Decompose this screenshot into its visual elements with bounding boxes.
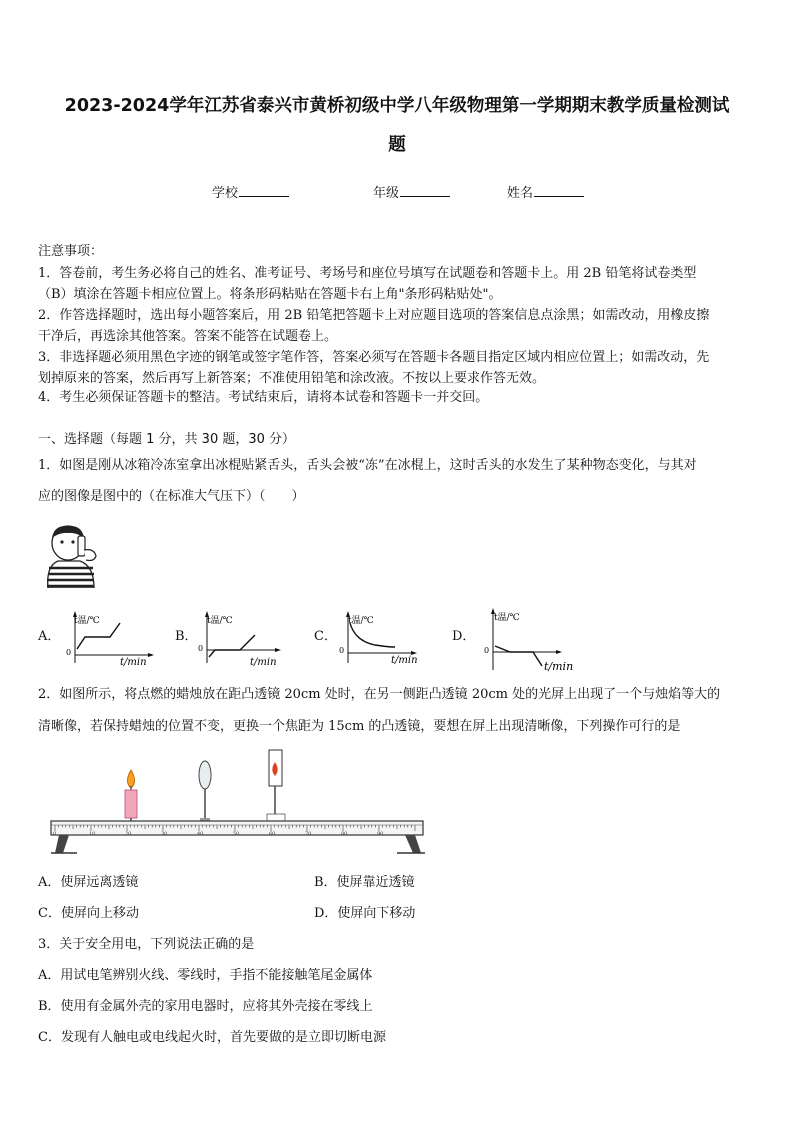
school-field[interactable] [212, 182, 289, 201]
q1-option-c-graph[interactable] [333, 605, 433, 670]
q2-option-d[interactable]: D．使屏向下移动 [314, 906, 416, 921]
notice-heading: 注意事项： [38, 244, 104, 259]
notice-line: 划掉原来的答案，然后再写上新答案；不准使用铅笔和涂改液。不按以上要求作答无效。 [38, 371, 546, 386]
grade-field[interactable] [373, 182, 450, 201]
page-title-line1: 2023-2024学年江苏省泰兴市黄桥初级中学八年级物理第一学期期末教学质量检测试 [64, 96, 730, 116]
grade-label: 年级 [373, 186, 400, 201]
name-label: 姓名 [507, 186, 534, 201]
axis-y-label: t温/℃ [74, 616, 100, 626]
axis-x-label: t/min [120, 657, 147, 668]
origin-label: 0 [484, 646, 490, 655]
q2-stem-line2: 清晰像，若保持蜡烛的位置不变，更换一个焦距为 15cm 的凸透镜，要想在屏上出现清晰像，下列操作可行的是 [38, 719, 681, 734]
child-popsicle-illustration [40, 522, 105, 588]
q3-option-b[interactable]: B．使用有金属外壳的家用电器时，应将其外壳接在零线上 [38, 999, 373, 1014]
section-heading: 一、选择题（每题 1 分，共 30 题，30 分） [38, 432, 296, 447]
q1-option-b-label[interactable]: B． [175, 629, 198, 644]
notice-line: （B）填涂在答题卡相应位置上。将条形码粘贴在答题卡右上角"条形码粘贴处"。 [38, 287, 502, 302]
ruler-tick-label: 90 [377, 831, 384, 837]
page-title-line2: 题 [388, 135, 406, 155]
q3-stem: 3．关于安全用电，下列说法正确的是 [38, 937, 255, 952]
name-field[interactable] [507, 182, 584, 201]
ruler-tick-label: 20 [125, 831, 132, 837]
axis-y-label: t温/℃ [494, 613, 520, 623]
optical-bench-illustration [45, 748, 445, 860]
ruler-tick-label: 10 [89, 831, 96, 837]
q3-option-c[interactable]: C．发现有人触电或电线起火时，首先要做的是立即切断电源 [38, 1030, 386, 1045]
notice-line: 3．非选择题必须用黑色字迹的钢笔或签字笔作答，答案必须写在答题卡各题目指定区域内相应位置上；如需改动，先 [38, 350, 710, 365]
ruler-tick-label: 80 [341, 831, 348, 837]
notice-line: 1．答卷前，考生务必将自己的姓名、准考证号、考场号和座位号填写在试题卷和答题卡上。用 2B 铅笔将试卷类型 [38, 266, 697, 281]
q1-option-a-graph[interactable] [60, 605, 160, 670]
q2-option-c[interactable]: C．使屏向上移动 [38, 906, 139, 921]
ruler-tick-label: 40 [197, 831, 204, 837]
school-label: 学校 [212, 186, 239, 201]
q1-option-a-label[interactable]: A． [38, 629, 61, 644]
q1-option-d-label[interactable]: D． [452, 629, 476, 644]
origin-label: 0 [198, 644, 204, 653]
axis-x-label: t/min [391, 655, 418, 666]
axis-y-label: t温/℃ [207, 616, 233, 626]
q1-option-b-graph[interactable] [195, 605, 295, 670]
ruler-tick-label: 30 [161, 831, 168, 837]
ruler-tick-label: 0 [53, 831, 57, 837]
ruler-tick-label: 70 [305, 831, 312, 837]
q2-option-a[interactable]: A．使屏远离透镜 [38, 875, 139, 890]
notice-line: 2．作答选择题时，选出每小题答案后，用 2B 铅笔把答题卡上对应题目选项的答案信息点涂黑；如需改动，用橡皮擦 [38, 308, 710, 323]
q1-option-c-label[interactable]: C． [314, 629, 337, 644]
q1-option-d-graph[interactable] [478, 602, 588, 674]
axis-x-label: t/min [250, 657, 277, 668]
q1-stem-line1: 1．如图是刚从冰箱冷冻室拿出冰棍贴紧舌头，舌头会被“冻”在冰棍上，这时舌头的水发生了某种物态变化，与其对 [38, 458, 697, 473]
notice-line: 干净后，再选涂其他答案。答案不能答在试题卷上。 [38, 329, 338, 344]
q1-stem-line2: 应的图像是图中的（在标准大气压下）（ ） [38, 489, 305, 504]
ruler-tick-label: 50 [233, 831, 240, 837]
q2-stem-line1: 2．如图所示，将点燃的蜡烛放在距凸透镜 20cm 处时，在另一侧距凸透镜 20cm 处的光屏上出现了一个与烛焰等大的 [38, 687, 721, 702]
origin-label: 0 [66, 648, 72, 657]
notice-line: 4．考生必须保证答题卡的整洁。考试结束后，请将本试卷和答题卡一并交回。 [38, 390, 489, 405]
axis-y-label: t温/℃ [348, 616, 374, 626]
axis-x-label: t/min [544, 660, 574, 673]
q3-option-a[interactable]: A．用试电笔辨别火线、零线时，手指不能接触笔尾金属体 [38, 968, 373, 983]
origin-label: 0 [339, 646, 345, 655]
q2-option-b[interactable]: B．使屏靠近透镜 [314, 875, 415, 890]
ruler-tick-label: 60 [269, 831, 276, 837]
